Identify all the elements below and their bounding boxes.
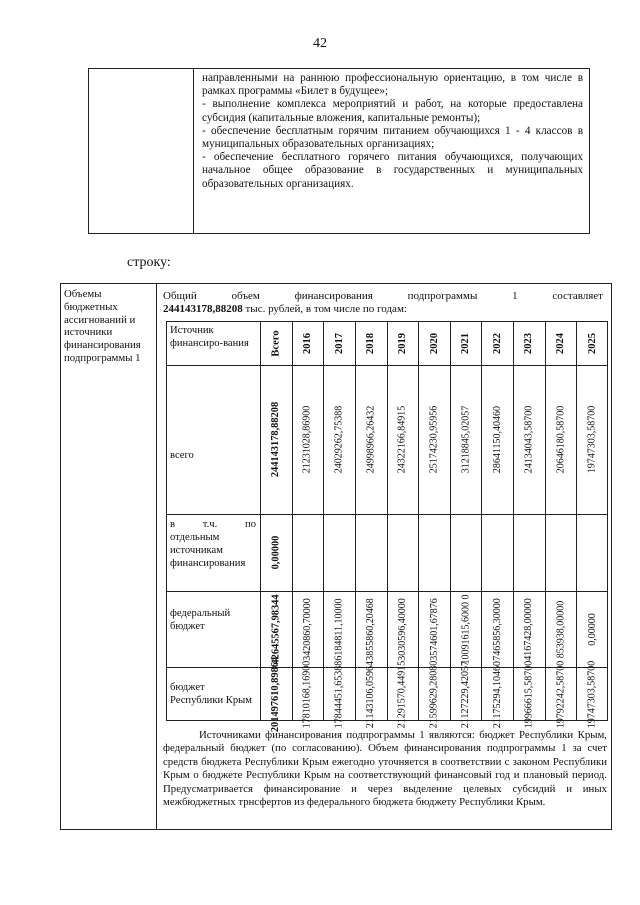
column-header: 2025	[586, 332, 598, 354]
column-header: 2016	[301, 332, 313, 354]
grid-col-line	[576, 321, 577, 721]
funding-intro	[163, 290, 603, 316]
continuation-para-1: направленными на раннюю профессиональную ориентацию, в том числе в рамках программы «Билет в будущее»;	[202, 72, 583, 98]
row-label: всего	[170, 450, 194, 461]
continuation-para-2: - выполнение комплекса мероприятий и работ, на которые предоставлена субсидия (капитальные вложения, капитальные ремонты);	[202, 98, 583, 124]
table-cell-value: 3855860,20468	[364, 597, 376, 661]
grid-col-line	[260, 321, 261, 721]
column-header: 2023	[523, 332, 535, 354]
table-cell-value: 21143106,05964	[365, 660, 377, 728]
table-cell-value: 21175294,10460	[491, 660, 503, 728]
table-cell-value: 19792242,58700	[554, 660, 566, 728]
row-label: бюджет Республики Крым	[170, 682, 252, 706]
column-header: 2024	[555, 332, 567, 354]
table-cell-value: 24322166,84915	[396, 405, 408, 474]
grid-col-line	[513, 321, 514, 721]
table-cell-value: 201497610,89864	[270, 656, 282, 732]
table-cell-value: 24029262,75388	[333, 405, 345, 474]
table-cell-value: 3030596,40000	[396, 597, 408, 661]
column-header: 2020	[428, 332, 440, 354]
table-cell-value: 21231028,86900	[301, 405, 313, 474]
column-header: Всего	[270, 329, 282, 357]
table-cell-value: 3420860,70000	[301, 597, 313, 661]
table-cell-value: 7465856,30000	[491, 597, 503, 661]
table-cell-value: 24998966,26432	[364, 405, 376, 474]
table-cell-value: 244143178,88208	[270, 401, 282, 478]
table-cell-value: 853938,00000	[554, 600, 566, 658]
table-cell-value: 17810168,16900	[301, 660, 313, 728]
grid-col-line	[418, 321, 419, 721]
table-cell-value: 3574601,67876	[428, 597, 440, 661]
grid-col-line	[450, 321, 451, 721]
table-cell-value: 10091615,6000 0	[460, 594, 472, 664]
grid-border-left	[166, 321, 167, 721]
funding-table	[60, 283, 612, 830]
table-cell-value: 21599629,28080	[428, 660, 440, 728]
page-number: 42	[313, 36, 327, 51]
row-label: федеральный бюджет	[170, 608, 231, 632]
table-cell-value: 28641150,40460	[491, 405, 503, 474]
intro-line-2-rest: тыс. рублей, в том числе по годам:	[242, 303, 407, 315]
table-cell-value: 20646180,58700	[554, 405, 566, 474]
table-cell-value: 19747303,58700	[586, 660, 598, 728]
funding-footer	[163, 729, 607, 809]
table-cell-value: 21291570,44915	[396, 660, 408, 728]
column-header: 2018	[365, 332, 377, 354]
intro-line-2	[163, 303, 603, 316]
funding-left-column: Объемы бюджетных ассигнований и источники финансирования подпрограммы 1	[61, 284, 157, 829]
table-cell-value: 19966615,58700	[523, 660, 535, 728]
continuation-empty-cell	[89, 69, 194, 233]
continuation-text	[194, 69, 589, 233]
funding-grid	[166, 321, 608, 732]
column-header: 2019	[396, 332, 408, 354]
table-cell-value: 42645567,98344	[270, 593, 282, 665]
total-amount: 244143178,88208	[163, 303, 243, 315]
column-header: 2022	[491, 332, 503, 354]
table-cell-value: 4167428,00000	[523, 597, 535, 661]
grid-col-line	[545, 321, 546, 721]
table-cell-value: 21127229,42057	[460, 660, 472, 728]
column-header: 2017	[333, 332, 345, 354]
table-cell-value: 25174230,95956	[428, 405, 440, 474]
grid-col-line	[355, 321, 356, 721]
grid-col-line	[292, 321, 293, 721]
row-label: в т.ч. по отдельным источникам финансирования	[170, 519, 256, 569]
line-label: строку:	[127, 255, 171, 270]
grid-border-right	[607, 321, 608, 721]
table-cell-value: 6184811,10000	[333, 597, 345, 661]
continuation-para-3: - обеспечение бесплатным горячим питанием обучающихся 1 - 4 классов в муниципальных образовательных организациях;	[202, 124, 583, 151]
grid-col-line	[387, 321, 388, 721]
table-cell-value: 31218845,02057	[459, 405, 471, 474]
table-cell-value: 0,00000	[270, 535, 282, 570]
table-cell-value: 17844451,65388	[333, 660, 345, 728]
continuation-para-4: - обеспечение бесплатного горячего питания обучающихся, получающих начальное общее образование в государственных и муниципальных образовательных организациях.	[202, 151, 583, 190]
footer-text: Источниками финансирования подпрограммы 1 являются: бюджет Республики Крым, федеральный бюджет (по согласованию). Объем финансирования подпрограммы 1 за счет средств бюджета Республики Крым ежегодно уточняется в соответствии с законом Республики Крым о бюджете Республики Крым на соответствующий финансовый год и плановый период. Предусматривается финансирование и через выделение целевых субсидий и иных межбюджетных трнсфертов из федерального бюджета бюджету Республики Крым.	[163, 729, 607, 809]
table-cell-value: 24134043,58700	[523, 405, 535, 474]
grid-col-line	[481, 321, 482, 721]
grid-col-line	[323, 321, 324, 721]
header-source-label: Источник финансиро-вания	[170, 325, 249, 349]
column-header: 2021	[460, 332, 472, 354]
intro-line-1: Общий объем финансирования подпрограммы 1 составляет	[163, 290, 603, 302]
continuation-table	[88, 68, 590, 234]
table-cell-value: 19747303,58700	[586, 405, 598, 474]
table-cell-value: 0,00000	[586, 612, 598, 646]
